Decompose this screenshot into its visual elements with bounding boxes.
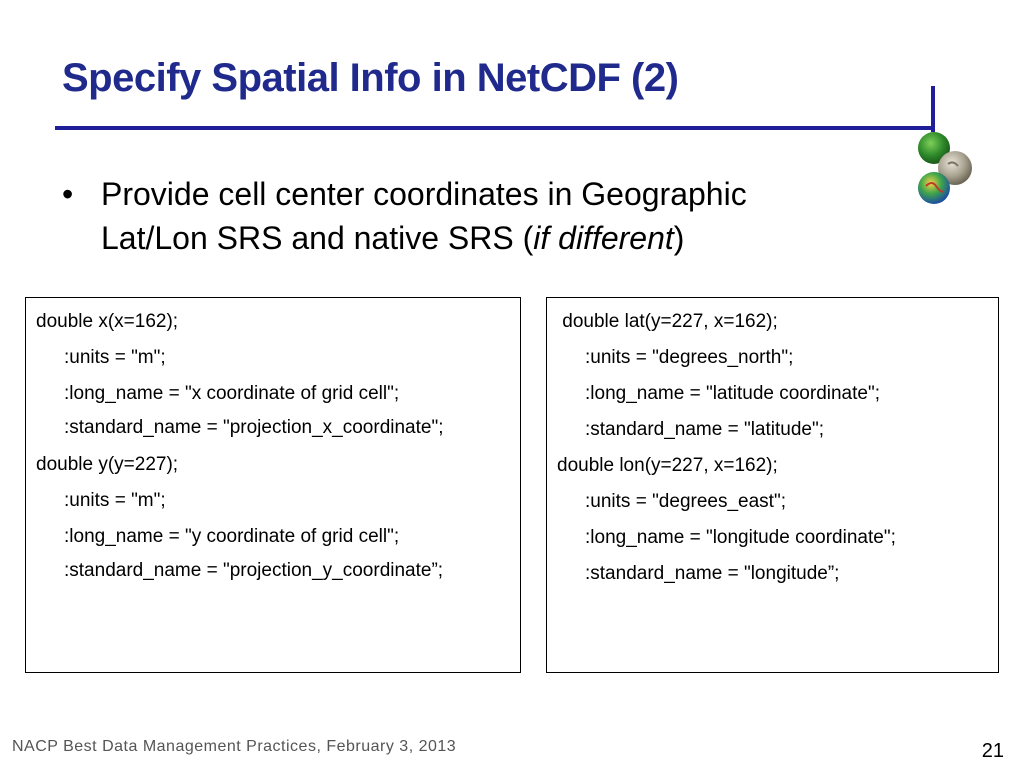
code-line	[36, 412, 510, 443]
bullet-line-1: Provide cell center coordinates in Geographic	[101, 176, 747, 212]
left-code-box	[25, 297, 521, 673]
code-line: double y(y=227);	[36, 454, 179, 475]
bullet-point	[62, 172, 922, 260]
bullet-line-2	[101, 216, 922, 260]
code-line: :standard_name = "latitude";	[585, 419, 825, 440]
bullet-text	[101, 172, 922, 260]
code-line: :long_name = "y coordinate of grid cell";	[64, 526, 400, 547]
right-code-box	[546, 297, 999, 673]
code-line: double x(x=162);	[36, 311, 179, 332]
code-line: double lat(y=227, x=162);	[557, 311, 778, 332]
bullet-line-2-start: Lat/Lon SRS and native SRS (	[101, 220, 534, 256]
code-line: :long_name = "latitude coordinate";	[585, 383, 880, 404]
code-line: :units = "m";	[64, 490, 166, 511]
code-line: double lon(y=227, x=162);	[557, 455, 778, 476]
code-line: :standard_name = "longitude”;	[585, 563, 840, 584]
code-line-wrapped: :standard_name = "projection_x_coordinate";	[64, 417, 444, 438]
page-number: 21	[981, 740, 1004, 762]
bullet-marker: •	[62, 176, 74, 212]
code-line-wrapped: :standard_name = "projection_y_coordinate”;	[64, 560, 444, 581]
code-line: :units = "degrees_east";	[585, 491, 786, 512]
slide-title: Specify Spatial Info in NetCDF (2)	[62, 56, 679, 100]
code-line	[36, 555, 510, 586]
title-divider	[55, 126, 935, 130]
footer-text: NACP Best Data Management Practices, February 3, 2013	[12, 738, 457, 755]
bullet-line-2-end: )	[673, 220, 685, 256]
code-line: :units = "m";	[64, 347, 166, 368]
bullet-line-2-italic: if different	[533, 220, 674, 256]
title-vertical-divider	[931, 86, 935, 132]
code-line: :units = "degrees_north";	[585, 347, 794, 368]
code-line: :long_name = "longitude coordinate";	[585, 527, 896, 548]
code-line: :long_name = "x coordinate of grid cell";	[64, 383, 400, 404]
